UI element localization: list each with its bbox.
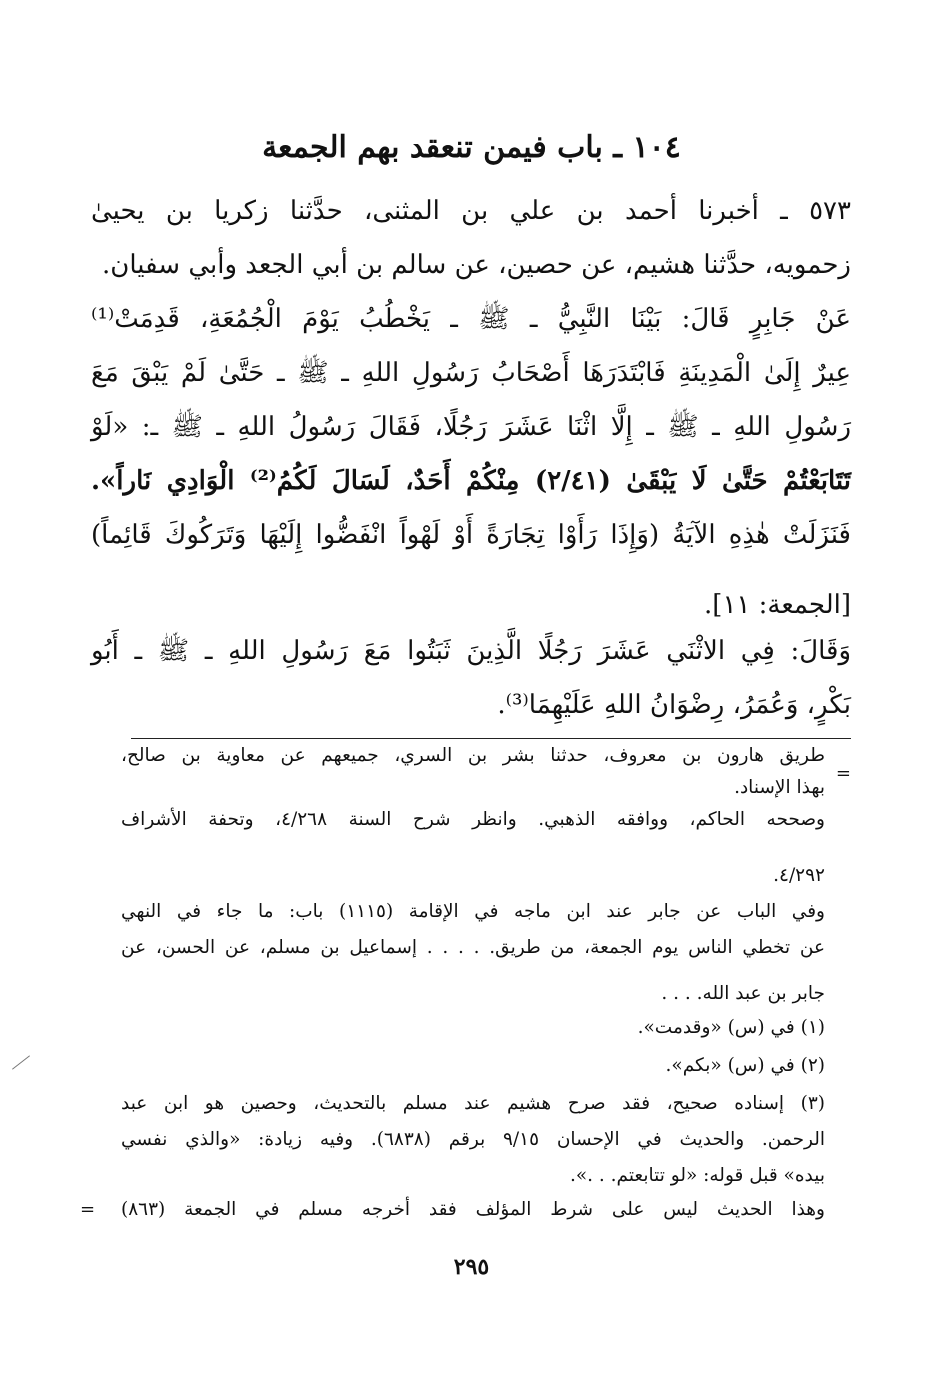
- footnote-2: (٢) في (س) «بكم».: [665, 1055, 825, 1076]
- footnote-3-line-2: الرحمن. والحديث في الإحسان ٩/١٥ برقم (٦٨٣٨). وفيه زيادة: «والذي نفسي: [121, 1129, 825, 1150]
- footnote-line-7: جابر بن عبد الله. . . .: [661, 983, 825, 1004]
- hadith-text-line-5: رَسُولِ اللهِ ـ ﷺ ـ إِلَّا اثْنَا عَشَرَ رَجُلًا، فَقَالَ رَسُولُ اللهِ ـ ﷺ ـ: «لَوْ: [91, 412, 851, 442]
- hadith-text-line-6: تَتَابَعْتُمْ حَتَّىٰ لَا يَبْقَىٰ (٢/٤١) مِنْكُمْ أَحَدٌ، لَسَالَ لَكُمُ⁽²⁾ الْوَادِي نَاراً».: [91, 466, 851, 496]
- page-number: ٢٩٥: [453, 1254, 490, 1280]
- hadith-text-line-8: [الجمعة: ١١].: [704, 590, 851, 620]
- footnote-end-marker: =: [80, 1199, 96, 1220]
- footnote-1: (١) في (س) «وقدمت».: [637, 1017, 825, 1038]
- footnote-3-line-3: بيده» قبل قوله: «لو تتابعتم. . .».: [569, 1165, 825, 1186]
- footnote-3: (٣) إسناده صحيح، فقد صرح هشيم عند مسلم بالتحديث، وحصين هو ابن عبد: [121, 1093, 825, 1114]
- footnote-line-2: بهذا الإسناد.: [734, 777, 825, 798]
- hadith-text-line-7: فَنَزَلَتْ هٰذِهِ الآيَةُ (وَإِذَا رَأَوْا تِجَارَةً أَوْ لَهْواً انْفَضُّوا إِلَيْهَا وَتَرَكُوكَ قَائِماً): [91, 520, 851, 550]
- footnote-line-5: وفي الباب عن جابر عند ابن ماجه في الإقامة (١١١٥) باب: ما جاء في النهي: [121, 901, 825, 922]
- pencil-mark: [12, 1055, 30, 1069]
- hadith-text-line-1: ٥٧٣ ـ أخبرنا أحمد بن علي بن المثنى، حدَّثنا زكريا بن يحيىٰ: [91, 196, 851, 226]
- footnote-separator: [131, 738, 851, 739]
- hadith-text-line-3: عَنْ جَابِرٍ قَالَ: بَيْنَا النَّبِيُّ ـ ﷺ ـ يَخْطُبُ يَوْمَ الْجُمُعَةِ، قَدِمَتْ⁽¹⁾: [91, 304, 851, 334]
- footnote-line-4: ٤/٢٩٢.: [773, 865, 825, 886]
- footnote-line-1: طريق هارون بن معروف، حدثنا بشر بن السري، جميعهم عن معاوية بن صالح،: [121, 745, 825, 766]
- hadith-text-line-4: عِيرٌ إِلَىٰ الْمَدِينَةِ فَابْتَدَرَهَا أَصْحَابُ رَسُولِ اللهِ ـ ﷺ ـ حَتَّىٰ لَمْ يَبْقَ مَعَ: [91, 358, 851, 388]
- footnote-continuation-marker: =: [835, 763, 851, 784]
- footnote-line-6: عن تخطي الناس يوم الجمعة، من طريق. . . . . إسماعيل بن مسلم، عن الحسن، عن: [121, 937, 825, 958]
- footnote-3-line-4: وهذا الحديث ليس على شرط المؤلف فقد أخرجه مسلم في الجمعة (٨٦٣): [121, 1199, 825, 1220]
- chapter-title: ١٠٤ ـ باب فيمن تنعقد بهم الجمعة: [262, 130, 681, 165]
- hadith-text-line-10: بَكْرٍ، وَعُمَرُ، رِضْوَانُ اللهِ عَلَيْهِمَا⁽³⁾.: [497, 690, 851, 720]
- footnote-line-3: وصححه الحاكم، ووافقه الذهبي. وانظر شرح السنة ٤/٢٦٨، وتحفة الأشراف: [121, 809, 825, 830]
- hadith-text-line-2: زحمويه، حدَّثنا هشيم، عن حصين، عن سالم بن أبي الجعد وأبي سفيان.: [102, 250, 851, 280]
- hadith-text-line-9: وَقَالَ: فِي الاثْنَي عَشَرَ رَجُلًا الَّذِينَ ثَبَتُوا مَعَ رَسُولِ اللهِ ـ ﷺ ـ أَبُو: [91, 636, 851, 666]
